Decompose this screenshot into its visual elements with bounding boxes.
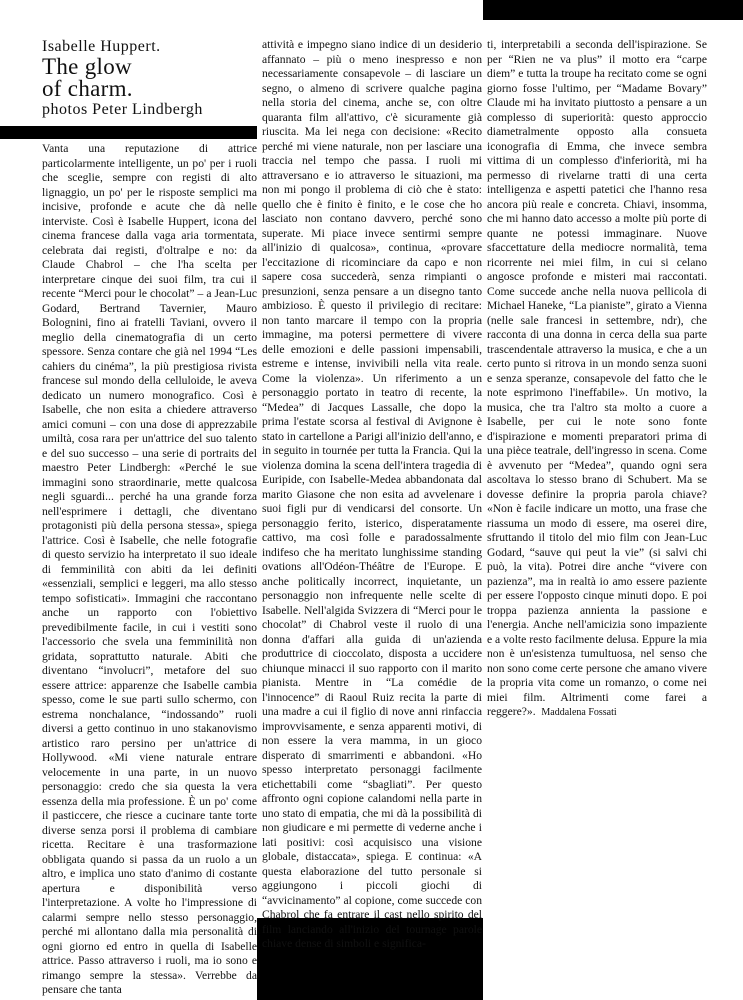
column-2-text: attività e impegno siano indice di un desiderio affannato – più o meno inespresso e non necessariamente consapevole – di lasciare un segno, o almeno di scrivere qualche pagina nella storia del cinema, anche se, con oltre quaranta film all'attivo, c'è sicuramente già riuscita. Ma lei nega con decisione: «Recito perché mi viene naturale, non per lasciare una traccia nel tempo che passa. I ruoli mi attraversano e io attraverso le situazioni, ma non mi pongo il problema di ciò che è stato: quello che è finito è finito, e le cose che ho lasciato non contano davvero, perché sono superate. Mi piace invece sentirmi sempre all'inizio di qualcosa», continua, «provare l'eccitazione di ricominciare da capo e non sapere cosa succederà, senza rimpianti o presunzioni, senza pensare a un disegno tanto ambizioso. È questo il privilegio di recitare: non tanto marcare il tempo con la propria immagine, ma potersi permettere di vivere delle emozioni e delle passioni impensabili, estreme e intense, invivibili nella vita reale. Come la violenza». Un riferimento a un personaggio portato in teatro di recente, la “Medea” di Jacques Lassalle, che dopo la prima l'estate scorsa al festival di Avignone è stato in cartellone a Parigi all'inizio dell'anno, e in seguito in tournée per tutta la Francia. Qui la violenza domina la scena dell'intera tragedia di Euripide, con Isabelle-Medea abbandonata dal marito Giasone che non esita ad avvelenare i suoi figli pur di vendicarsi del consorte. Un personaggio ferito, isterico, disperatamente cattivo, ma così folle e paradossalmente indifeso che ha meritato lunghissime standing ovations all'Odéon-Théâtre de l'Europe. E anche politically incorrect, inquietante, un personaggio non infrequente nelle scelte di Isabelle. Nell'algida Svizzera di “Merci pour le chocolat” di Chabrol veste il ruolo di una donna d'affari alla guida di un'azienda produttrice di cioccolato, disposta a uccidere chiunque minacci il suo rapporto con il marito pianista. Mentre in “La comédie de l'innocence” di Raoul Ruiz recita la parte di una madre a cui il figlio di nove anni rinfaccia improvvisamente, e senza apparenti motivi, di non essere la vera mamma, in un gioco disperato di smarrimenti e abbandoni. «Ho spesso interpretato personaggi facilmente etichettabili come “sbagliati”. Per questo affronto ogni copione calandomi nella parte in uno stato di empatia, che mi dà la possibilità di non giudicare e mi permette di vederne anche i lati positivi: così acquisisco una visione globale, distaccata», spiega. E continua: «A questa elaborazione del tutto personale si aggiungono i piccoli giochi di “avvicinamento” al copione, come succede con Chabrol che fa entrare il cast nello spirito del film lanciando all'inizio del tournage parole chiave dense di simboli e significa- (262, 38, 482, 950)
headline-line-1: The glow (42, 54, 132, 79)
article-column-1 (42, 142, 257, 998)
author-signature: Maddalena Fossati (541, 707, 617, 718)
actress-name: Isabelle Huppert. (42, 38, 161, 55)
headline-line-2: of charm. (42, 76, 133, 101)
column-1-text: Vanta una reputazione di attrice particolarmente intelligente, un po' per i ruoli che sceglie, sempre con registi di alto lignaggio, un po' per le risposte semplici ma incisive, profonde e acute che dà nelle interviste. Così è Isabelle Huppert, icona del cinema francese dalla vaga aria tormentata, celebrata dai registi, d'oltralpe e no: da Claude Chabrol – che l'ha scelta per interpretare cinque dei suoi film, tra cui il recente “Merci pour le chocolat” – a Jean-Luc Godard, Bertrand Tavernier, Mauro Bolognini, fino ai fratelli Taviani, ovvero il meglio della cinematografia di un certo spessore. Senza contare che già nel 1994 “Les cahiers du cinéma”, la più prestigiosa rivista francese sul mondo della celluloide, le aveva dedicato un numero monografico. Così è Isabelle, che non esita a chiedere attraverso amici comuni – con una dose di apprezzabile umiltà, cosa rara per un'attrice del suo talento e del suo successo – una serie di portraits del maestro Peter Lindbergh: «Perché le sue immagini sono straordinarie, mette qualcosa negli sguardi... perché ha una grande forza nell'esprimere i dettagli, che diventano protagonisti più della persona stessa», spiega l'attrice. Così è Isabelle, che nelle fotografie di questo servizio ha interpretato il suo ideale di femminilità con abiti da lei definiti «essenziali, semplici e leggeri, ma allo stesso tempo sofisticati». Immagini che raccontano anche un rapporto con l'obiettivo prevedibilmente facile, in cui i vestiti sono l'accessorio che svela una femminilità non gridata, soprattutto naturale. Abiti che diventano “involucri”, metafore del suo essere attrice: apparenze che Isabelle cambia spesso, come le sue parti sullo schermo, con estrema nonchalance, “indossando” ruoli diversi a getto continuo in uno stakanovismo artistico raro persino per un'attrice di Hollywood. «Mi viene naturale entrare velocemente in una parte, in un nuovo personaggio: credo che sia questa la vera essenza della mia professione. È un po' come il pasticcere, che riesce a cucinare tante torte diverse senza porsi il problema di cambiare ricetta. Recitare è una trasformazione obbligata quando si passa da un ruolo a un altro, e implica uno stato d'animo di costante apertura e disponibilità verso l'interpretazione. A volte ho l'impressione di calarmi sempre nello stesso personaggio, perché mi allontano dalla mia personalità di ogni giorno ed entro in quella di Isabelle attrice. Passo attraverso i ruoli, ma io sono e rimango sempre la stessa». Verrebbe da pensare che tanta (42, 142, 257, 996)
title-block (42, 38, 257, 120)
column-3-body: ti, interpretabili a seconda dell'ispirazione. Se per “Rien ne va plus” il motto era “carpe diem” e tutta la troupe ha recitato come se ogni giorno fosse l'ultimo, per “Madame Bovary” Claude mi ha invitato piuttosto a pensare a un complesso di superiorità: questo approccio diametralmente opposto alla consueta iconografia di Emma, che invece sembra vittima di un complesso d'inferiorità, mi ha permesso di rivelarne tratti di una certa intelligenza e aspetti patetici che l'hanno resa ancora più reale e concreta. Chiavi, insomma, che mi hanno dato accesso a molte più porte di quante ne potessi immaginare. Nuove sfaccettature della mediocre normalità, tema ricorrente nei miei film, in cui si celano angosce profonde e misteri mai raccontati. Come succede anche nella nuova pellicola di Michael Haneke, “La pianiste”, girato a Vienna (nelle sale francesi in settembre, ndr), che racconta di una donna in cerca della sua parte trascendentale attraverso la musica, e che a un certo punto si ritrova in un mondo senza suoni e senza speranze, consapevole del fatto che le note esprimono l'ineffabile». Un motivo, la musica, che tra l'altro sta molto a cuore a Isabelle, per cui le note sono fonte d'ispirazione e momenti preparatori prima di una pièce teatrale, dell'ingresso in scena. Come è avvenuto per “Medea”, quando ogni sera ascoltava lo stesso brano di Schubert. Ma se dovesse definire la propria parola chiave? «Non è facile indicare un motto, una frase che riassuma un modo di essere, ma oserei dire, sfruttando il titolo del mio film con Jean-Luc Godard, “sauve qui peut la vie” (si salvi chi può, la vita). Potrei dire anche “vivere con pazienza”, ma in realtà io amo essere paziente per essere l'opposto cinque minuti dopo. E poi troppa pazienza annienta la passione e l'energia. Anche nell'amicizia sono impaziente e a volte resto facilmente delusa. Eppure la mia non è un'esistenza tumultuosa, nel senso che non sono come certe persone che amano vivere la propria vita come un romanzo, o come nei miei film. Altrimenti come farei a reggere?». (487, 38, 707, 718)
black-bar-left (0, 126, 257, 139)
photo-credit: photos Peter Lindbergh (42, 101, 203, 118)
black-bar-top-right (483, 0, 743, 20)
column-3-text (487, 38, 707, 721)
article-column-2 (262, 38, 482, 952)
article-column-3 (487, 38, 707, 721)
